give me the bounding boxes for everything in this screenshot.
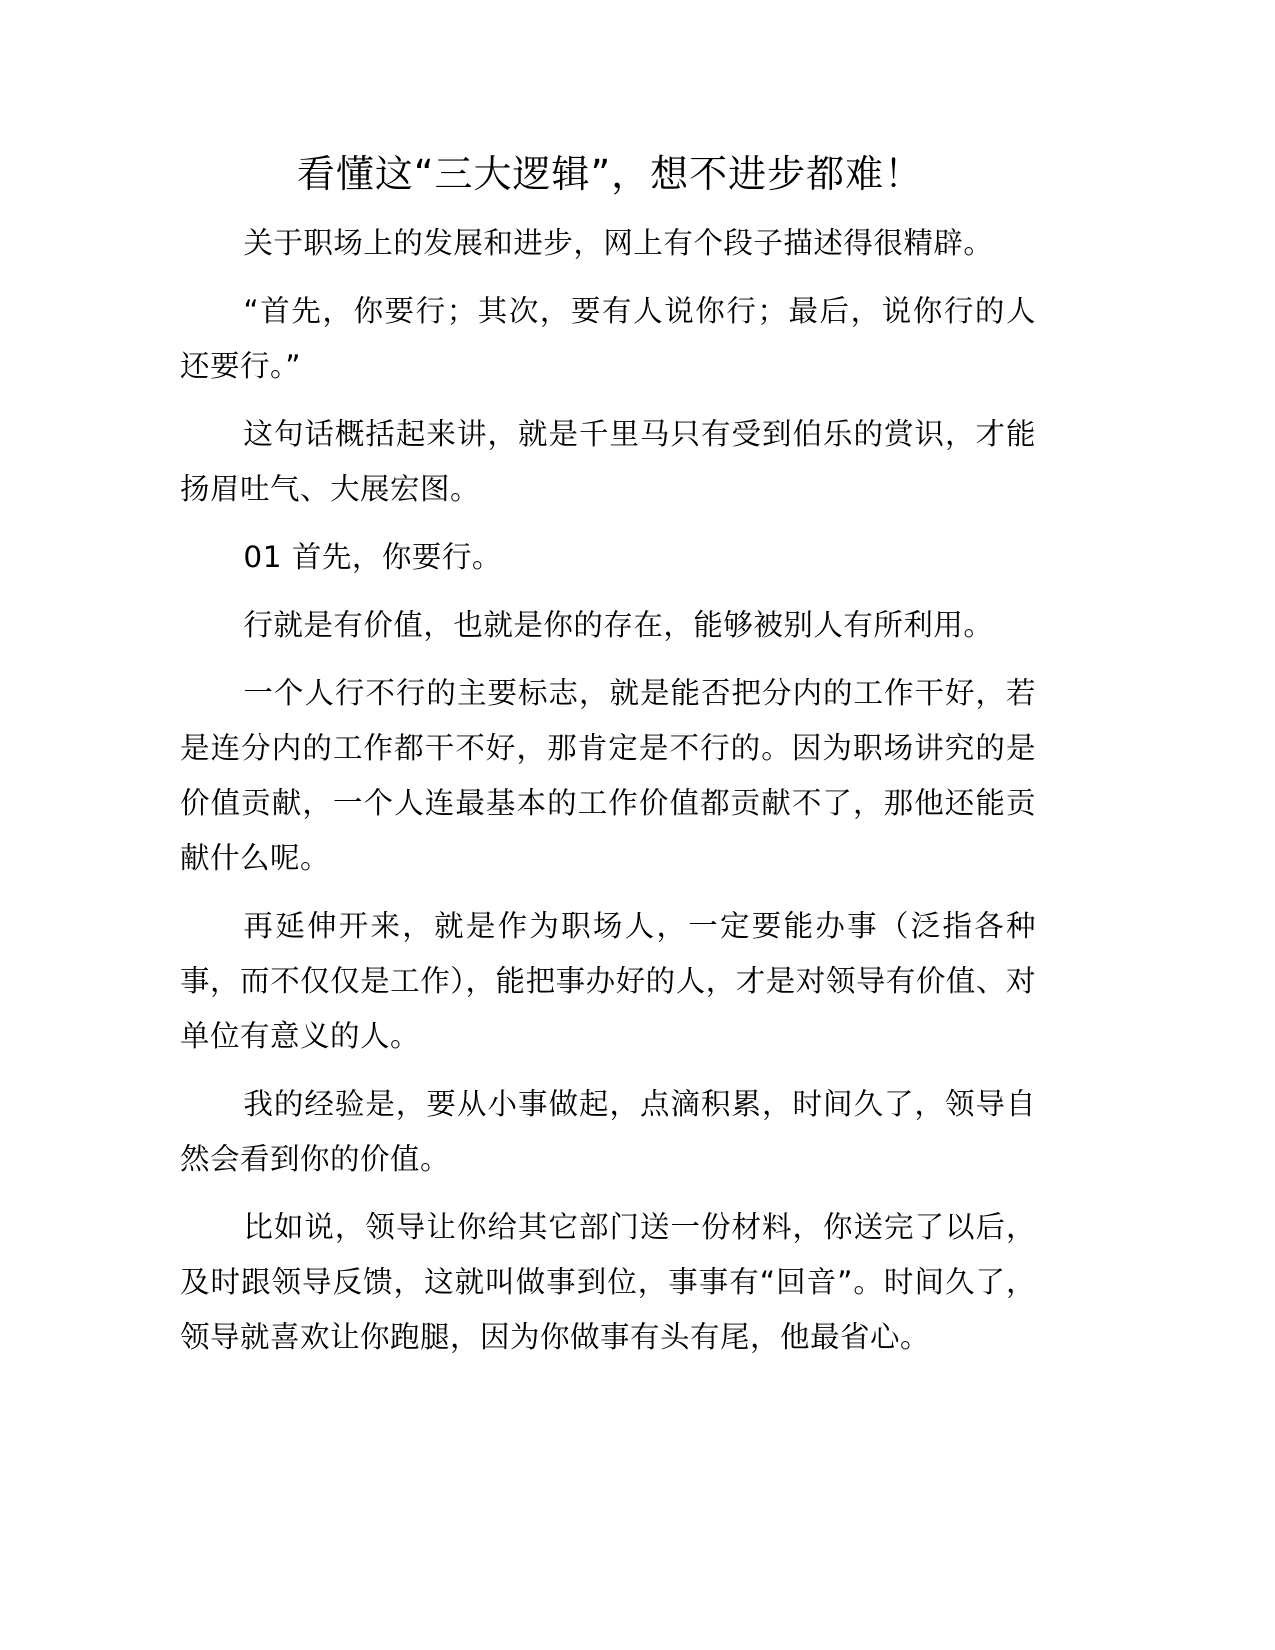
section-heading: 01 首先，你要行。 bbox=[243, 540, 502, 574]
paragraph: 行就是有价值，也就是你的存在，能够被别人有所利用。 bbox=[243, 608, 994, 642]
paragraph: “首先，你要行；其次，要有人说你行；最后，说你行的人还要行。” bbox=[180, 294, 1036, 383]
paragraph: 关于职场上的发展和进步，网上有个段子描述得很精辟。 bbox=[243, 226, 994, 260]
document-title: 看懂这“三大逻辑”，想不进步都难！ bbox=[296, 152, 924, 196]
paragraph: 这句话概括起来讲，就是千里马只有受到伯乐的赏识，才能扬眉吐气、大展宏图。 bbox=[180, 417, 1036, 506]
paragraph: 我的经验是，要从小事做起，点滴积累，时间久了，领导自然会看到你的价值。 bbox=[180, 1087, 1036, 1176]
paragraph: 再延伸开来，就是作为职场人，一定要能办事（泛指各种事，而不仅仅是工作），能把事办好的人，才是对领导有价值、对单位有意义的人。 bbox=[180, 909, 1036, 1053]
document-body bbox=[180, 216, 1036, 1378]
paragraph: 比如说，领导让你给其它部门送一份材料，你送完了以后，及时跟领导反馈，这就叫做事到位，事事有“回音”。时间久了，领导就喜欢让你跑腿，因为你做事有头有尾，他最省心。 bbox=[180, 1210, 1036, 1354]
paragraph: 一个人行不行的主要标志，就是能否把分内的工作干好，若是连分内的工作都干不好，那肯定是不行的。因为职场讲究的是价值贡献，一个人连最基本的工作价值都贡献不了，那他还能贡献什么呢。 bbox=[180, 676, 1036, 875]
